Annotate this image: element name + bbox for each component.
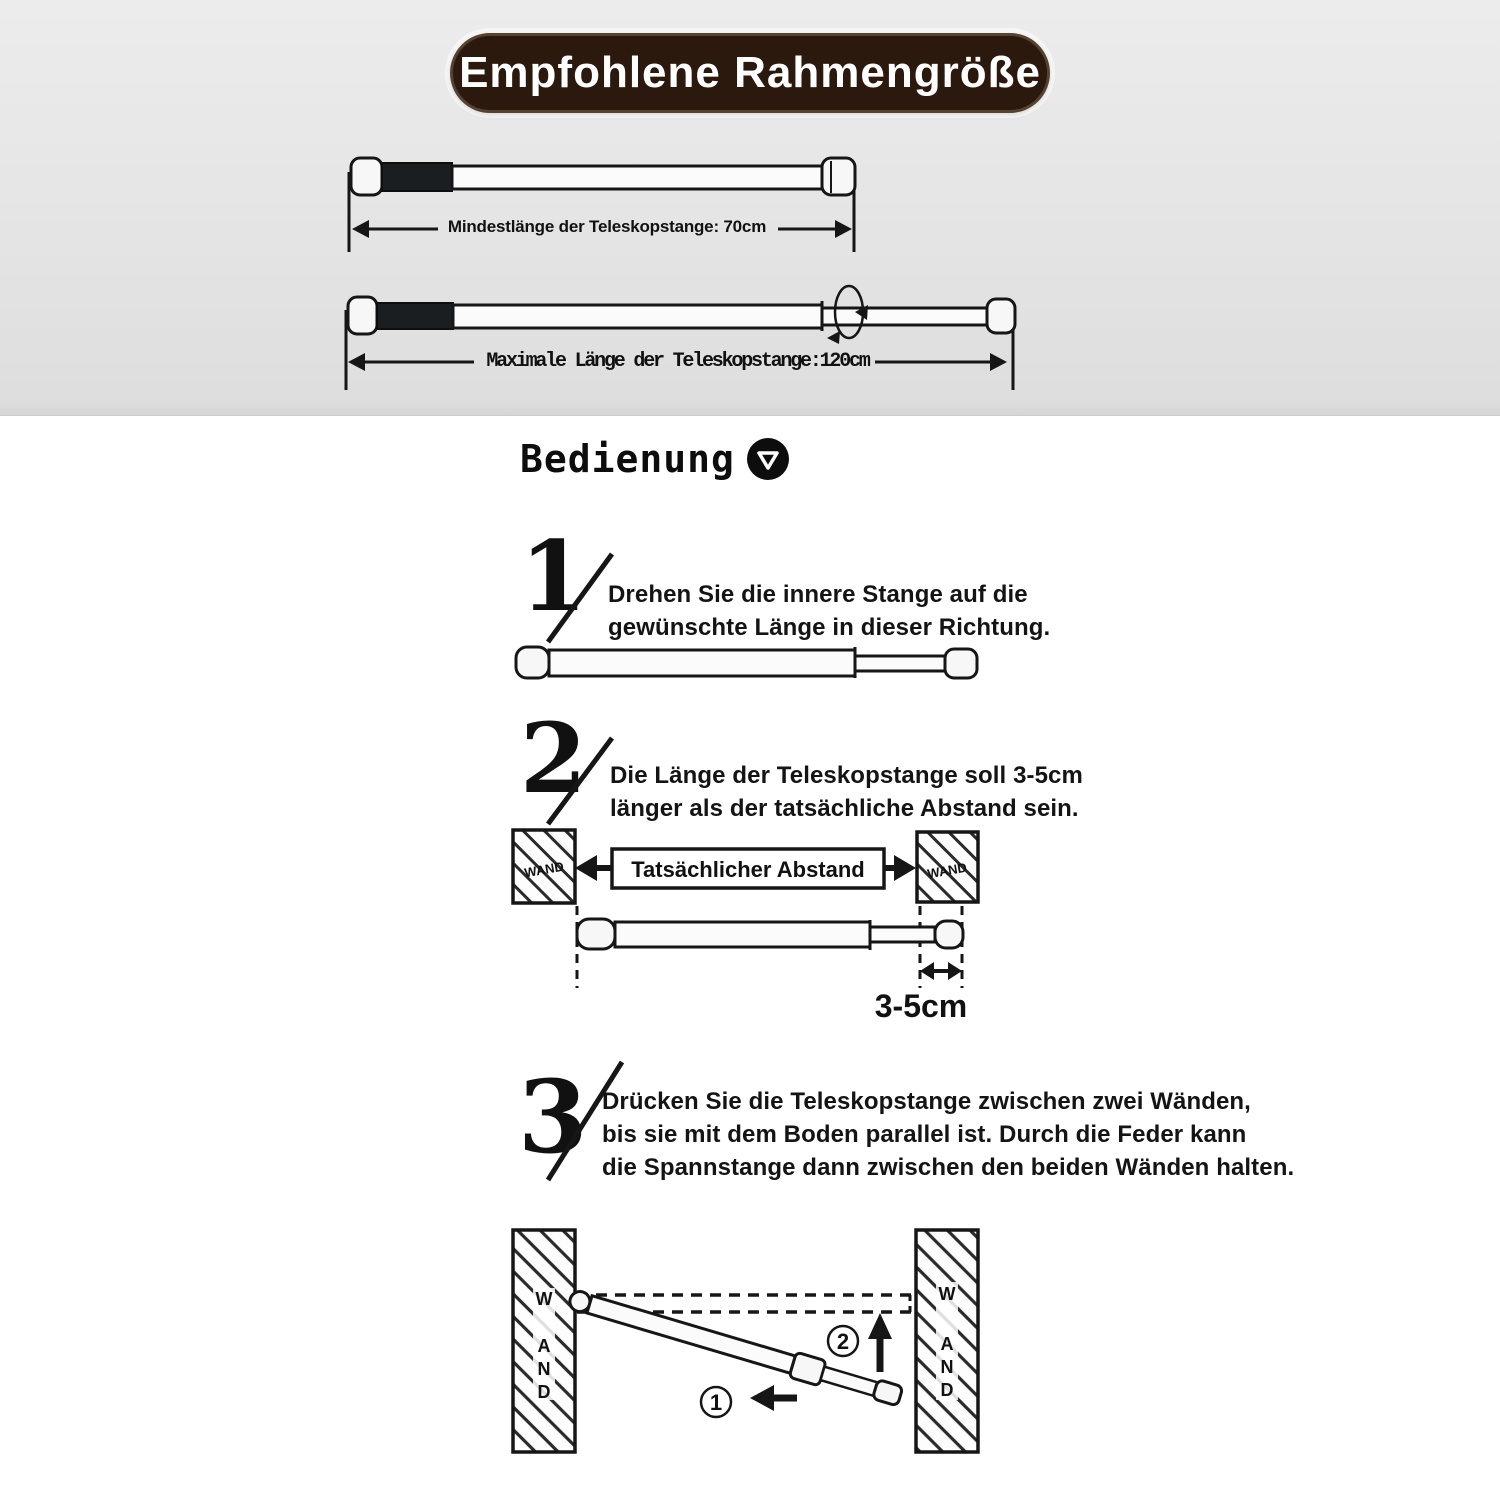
rod-overlap-illustration — [577, 919, 963, 950]
actual-distance-label: Tatsächlicher Abstand — [631, 857, 865, 882]
right-wall — [916, 1230, 978, 1452]
step2-line2: länger als der tatsächliche Abstand sein. — [610, 795, 1079, 822]
max-length-label: Maximale Länge der Teleskopstange:120cm — [486, 350, 869, 373]
marker-1-number: 1 — [709, 1390, 723, 1415]
push-direction-marker — [701, 1385, 797, 1417]
svg-text:3: 3 — [518, 1058, 588, 1176]
step3-text — [602, 1085, 1294, 1184]
operation-heading — [520, 436, 791, 482]
step1-line1: Drehen Sie die innere Stange auf die — [608, 581, 1028, 608]
svg-text:2: 2 — [520, 718, 587, 815]
step2-line1: Die Länge der Teleskopstange soll 3-5cm — [610, 762, 1083, 789]
svg-text:D: D — [940, 1380, 954, 1400]
gap-dimension-arrow — [920, 962, 962, 980]
right-wall — [917, 832, 978, 902]
actual-distance-callout — [575, 849, 916, 888]
recommended-size-section — [0, 0, 1500, 416]
lift-direction-marker — [828, 1313, 892, 1372]
rod-illustration-step1 — [505, 640, 990, 710]
step3-line3: die Spannstange dann zwischen den beiden Wänden halten. — [602, 1154, 1295, 1181]
left-wall-label: WAND — [523, 858, 565, 881]
section-title-badge — [450, 33, 1050, 113]
min-length-label: Mindestlänge der Teleskopstange: 70cm — [447, 217, 767, 236]
svg-text:1: 1 — [520, 536, 587, 633]
operation-heading-label: Bedienung — [520, 437, 735, 481]
svg-text:N: N — [940, 1357, 954, 1377]
step3-installation-diagram — [495, 1222, 995, 1467]
spring-section — [377, 303, 453, 329]
right-wall-label: WAND — [926, 859, 968, 882]
left-wall — [513, 1230, 575, 1452]
gap-size-label: 3-5cm — [874, 988, 968, 1024]
rod-minimum-length — [349, 158, 855, 252]
rod-maximum-length — [346, 286, 1015, 390]
marker-2-number: 2 — [836, 1329, 850, 1354]
svg-text:W: W — [938, 1284, 956, 1304]
left-wall — [513, 830, 575, 903]
step1-line2: gewünschte Länge in dieser Richtung. — [608, 614, 1051, 641]
step2-wall-diagram — [500, 822, 1005, 1027]
section-title: Empfohlene Rahmengröße — [459, 48, 1041, 97]
step2-text — [610, 759, 1083, 825]
svg-text:W: W — [535, 1289, 553, 1309]
svg-text:N: N — [537, 1359, 551, 1379]
step3-line1: Drücken Sie die Teleskopstange zwischen zwei Wänden, — [602, 1088, 1251, 1115]
tilted-rod — [567, 1286, 904, 1409]
spring-section — [382, 163, 452, 191]
svg-text:A: A — [537, 1336, 551, 1356]
down-triangle-icon — [745, 436, 791, 482]
step3-line2: bis sie mit dem Boden parallel ist. Durch die Feder kann — [602, 1121, 1247, 1148]
svg-text:D: D — [537, 1382, 551, 1402]
svg-text:A: A — [940, 1334, 954, 1354]
step1-text — [608, 578, 1050, 644]
